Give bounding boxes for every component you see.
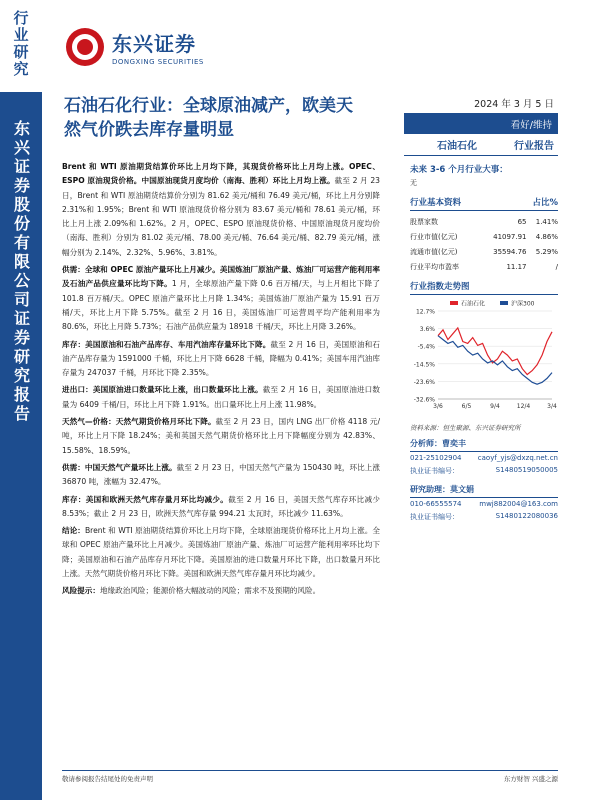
basic-info-title: 行业基本资料 (410, 198, 462, 208)
table-cell-label: 流通市值(亿元) (410, 247, 458, 256)
report-title: 石油石化行业：全球原油减产，欧美天然气价跌去库存量明显 (64, 96, 353, 140)
paragraph-head: 结论： (62, 526, 85, 536)
analyst-1-phone: 021-25102904 (410, 454, 462, 462)
series-line-0 (438, 328, 552, 375)
logo-en: DONGXING SECURITIES (112, 58, 204, 66)
table-cell-pct: / (555, 262, 558, 271)
paragraph-head: 供需：全球和 OPEC 原油产量环比上月减少。美国炼油厂原油产量、炼油厂可运营产能利用率及石油产品供应量环比均下降。 (62, 265, 380, 289)
table-cell-value: 11.17 (506, 262, 527, 271)
paragraph-text: 截至 2 月 16 日，美国原油进口数量为 6409 千桶/日，环比上月下降 1.91%。出口量环比上月上涨 11.98%。 (62, 385, 381, 409)
sidebar-top-label: 行业研究 (11, 10, 30, 78)
analyst-1-email[interactable]: caoyf_yjs@dxzq.net.cn (477, 454, 558, 462)
y-tick-label: -32.6% (413, 396, 435, 404)
paragraph-head: 天然气—价格：天然气期货价格月环比下降。 (62, 417, 216, 427)
analyst-1-title: 分析师：曹奕丰 (410, 438, 558, 452)
paragraph-text: 截至 2 月 16 日，美国原油和石油产品库存量为 1591000 千桶，环比上月下降 6628 千桶，降幅为 0.41%；美国车用汽油库存量为 247037 千桶，月环比下降 2.35%。 (62, 339, 380, 378)
paragraph-text: 截至 2 月 23 日，Brent 和 WTI 原油期货结算价分别为 81.62 美元/桶和 76.49 美元/桶，环比上月分别降 2.31%和 1.95%；Brent 和 WTI 原油现货价格分别为 83.67 美元/桶和 78.61 美元/桶，环比上月上涨 2.09%和 1.62%。2 月，OPEC、ESPO 原油现货价格、中国原油现货月度均价（南海、胜利）分别为 81.02 美元/桶、78.00 美元/桶、76.64 美元/桶、82.79 美元/桶，涨幅分别为 2.14%、2.32%、5.96%、3.81%。 (62, 176, 380, 257)
paragraph-price (62, 160, 380, 260)
table-cell-pct: 1.41% (535, 217, 558, 226)
y-tick-label: -5.4% (417, 343, 435, 351)
x-tick-label: 12/4 (516, 403, 531, 410)
main-body (62, 160, 380, 602)
company-logo (66, 28, 204, 66)
y-tick-label: -14.5% (413, 361, 435, 369)
analyst-2 (410, 484, 558, 524)
legend-swatch (450, 301, 458, 305)
analyst-1-cert: S1480519050005 (495, 466, 558, 474)
table-row (410, 259, 558, 274)
paragraph-conclusion (62, 524, 380, 581)
logo-cn: 东兴证券 (112, 32, 196, 56)
table-cell-pct: 5.29% (535, 247, 558, 256)
footer (62, 770, 558, 783)
paragraph-text: 地缘政治风险；能源价格大幅波动的风险；需求不及预期的风险。 (99, 586, 321, 596)
paragraph-gas-inventory (62, 493, 380, 522)
paragraph-text: 截至 2 月 23 日，国内 LNG 出厂价格 4118 元/吨，环比上月下降 18.24%；美和英国天然气期货价格环比上月下降幅度分别为 42.83%、15.58%、18.59%。 (62, 417, 381, 455)
paragraph-text: 1 月，全球原油产量下降 0.6 百万桶/天，与上月相比下降了 101.8 百万桶/天。OPEC 原油产量环比上月降 1.34%；美国炼油厂原油产量为 15.91 百万桶/天，环比上月下降 5.75%。截至 2 月 16 日，美国炼油厂可运营周平均产能利用率为 80.6%，环比上月降 5.73%；石油产品供应量为 18918 千桶/天，环比上月降 3.26%。 (62, 279, 380, 332)
footer-slogan: 东方财智 兴盛之源 (503, 775, 558, 783)
y-tick-label: 3.6% (419, 326, 435, 334)
logo-circle-icon (66, 28, 104, 66)
legend-label: 沪深300 (511, 300, 535, 308)
index-trend-chart (410, 299, 558, 421)
right-panel (410, 163, 558, 524)
table-row (410, 214, 558, 229)
paragraph-inventory (62, 338, 380, 381)
paragraph-head: 供需：中国天然气产量环比上涨。 (62, 462, 177, 472)
paragraph-text: Brent 和 WTI 原油期货结算价环比上月均下降，全球原油现货价格环比上月均上涨。全球和 OPEC 原油产量环比上月减少。美国炼油厂原油产量、炼油厂可运营产能利用率环比均下降；美国原油和石油产品库存月环比下降。美国原油的进口数量月环比下降，出口数量月环比上涨。天然气期货价格月环比下降。美国和欧洲天然气库存量月环比均减少。 (62, 526, 380, 579)
x-tick-label: 3/4 (547, 403, 557, 410)
table-cell-value: 35594.76 (493, 247, 527, 256)
analyst-2-phone: 010-66555574 (410, 500, 462, 508)
x-tick-label: 9/4 (490, 403, 500, 410)
paragraph-head: 库存：美国原油和石油产品库存、车用汽油库存量环比下降。 (62, 339, 271, 349)
table-cell-value: 65 (517, 217, 527, 226)
chart-svg (410, 299, 558, 417)
table-row (410, 229, 558, 244)
sidebar-top (0, 0, 42, 88)
paragraph-gas-price (62, 415, 380, 458)
report-date: 2024 年 3 月 5 日 (404, 93, 558, 114)
paragraph-risk (62, 584, 380, 598)
footer-disclaimer: 敬请参阅报告结尾处的免责声明 (62, 775, 153, 783)
events-value: 无 (410, 179, 417, 187)
paragraph-text: 截至 2 月 16 日，美国天然气库存环比减少 8.53%；截止 2 月 23 日，欧洲天然气库存量 994.21 太瓦时，环比减少 11.63%。 (62, 494, 380, 518)
paragraph-head: Brent 和 WTI 原油期货结算价环比上月均下降，其现货价格环比上月均上涨。OPEC、ESPO 原油现货价格。中国原油现货月度均价（南海、胜利）环比上月均上涨。 (62, 162, 380, 186)
sidebar-main-label: 东兴证券股份有限公司证券研究报告 (11, 120, 31, 424)
legend-label: 石油石化 (461, 300, 486, 308)
legend-swatch (500, 301, 508, 305)
report-meta (404, 93, 558, 156)
sidebar (0, 0, 42, 800)
paragraph-head: 进出口：美国原油进口数量环比上涨，出口数量环比上涨。 (62, 385, 263, 395)
analyst-2-email[interactable]: mwj882004@163.com (479, 500, 558, 508)
trend-title (410, 280, 558, 295)
analyst-2-cert-label: 执业证书编号： (410, 513, 459, 521)
paragraph-head: 库存：美国和欧洲天然气库存量月环比均减少。 (62, 494, 229, 504)
basic-info-header (410, 196, 558, 211)
y-tick-label: 12.7% (415, 308, 435, 316)
paragraph-trade (62, 383, 380, 412)
report-rating: 看好/维持 (404, 114, 558, 134)
report-industry: 石油石化 (437, 141, 477, 152)
table-cell-label: 股票家数 (410, 217, 438, 226)
basic-info-table (410, 214, 558, 274)
table-cell-pct: 4.86% (535, 232, 558, 241)
table-row (410, 244, 558, 259)
y-tick-label: -23.6% (413, 379, 435, 387)
paragraph-head: 风险提示： (62, 586, 100, 596)
table-cell-value: 41097.91 (493, 232, 527, 241)
table-cell-label: 行业平均市盈率 (410, 262, 459, 271)
report-type: 行业报告 (514, 141, 554, 152)
paragraph-gas-supply (62, 461, 380, 490)
events-title: 未来 3-6 个月行业大事： (410, 165, 508, 175)
x-tick-label: 6/5 (461, 403, 472, 410)
basic-info-pct: 占比% (532, 198, 558, 208)
paragraph-supply (62, 263, 380, 334)
sidebar-main (0, 92, 42, 800)
analyst-2-title: 研究助理：莫文娟 (410, 484, 558, 498)
trend-title-label: 行业指数走势图 (410, 282, 470, 292)
analyst-1 (410, 438, 558, 478)
analyst-2-cert: S1480122080036 (495, 512, 558, 520)
table-cell-label: 行业市值(亿元) (410, 232, 458, 241)
analyst-1-cert-label: 执业证书编号： (410, 467, 459, 475)
paragraph-text: 截至 2 月 23 日，中国天然气产量为 150430 吨，环比上涨 36870 吨，涨幅为 32.47%。 (62, 462, 381, 487)
series-line-1 (438, 336, 552, 385)
x-tick-label: 3/6 (433, 403, 443, 410)
chart-source: 资料来源：恒生聚源、东兴证券研究所 (410, 424, 521, 432)
